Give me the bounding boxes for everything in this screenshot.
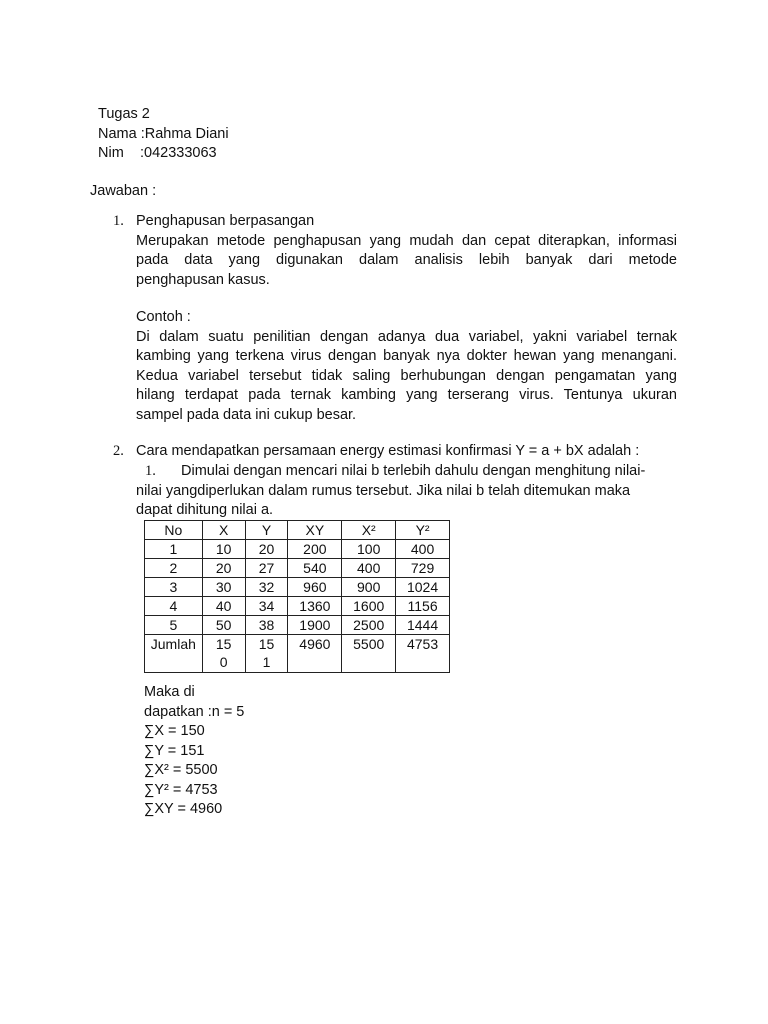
table-cell: 1444 — [396, 616, 450, 635]
table-total-cell: 5500 — [342, 635, 396, 673]
table-cell: 20 — [202, 559, 245, 578]
example-last: sampel pada data ini cukup besar. — [136, 406, 357, 423]
table-cell: 1 — [145, 540, 203, 559]
table-cell: 1024 — [396, 578, 450, 597]
nim-label: Nim — [98, 145, 124, 161]
table-cell: 1900 — [288, 616, 342, 635]
table-total-cell: 4960 — [288, 635, 342, 673]
table-cell: 1156 — [396, 597, 450, 616]
item2-number: 2. — [113, 443, 124, 459]
data-table — [144, 520, 450, 673]
example-block — [136, 308, 677, 425]
table-cell: 5 — [145, 616, 203, 635]
example-label: Contoh : — [136, 309, 191, 325]
sum-line: ∑X² = 5500 — [144, 762, 218, 778]
student-nim — [98, 144, 229, 164]
results-intro: dapatkan :n = 5 — [144, 703, 245, 720]
table-cell: 1360 — [288, 597, 342, 616]
table-total-row — [145, 635, 450, 673]
table-cell: 100 — [342, 540, 396, 559]
table-cell: 4 — [145, 597, 203, 616]
table-cell: 10 — [202, 540, 245, 559]
table-cell: 400 — [396, 540, 450, 559]
table-header-cell: Y — [245, 521, 288, 540]
table-cell: 2 — [145, 559, 203, 578]
table-cell: 540 — [288, 559, 342, 578]
table-cell: 20 — [245, 540, 288, 559]
item2-sub-line: nilai yangdiperlukan dalam rumus tersebut. Jika nilai b telah ditemukan maka — [136, 483, 631, 499]
item2-sub-first: Dimulai dengan mencari nilai b terlebih dahulu dengan menghitung nilai- — [181, 463, 646, 479]
header-block — [98, 105, 229, 164]
sum-line: ∑X = 150 — [144, 723, 205, 739]
table-total-label: Jumlah — [145, 635, 203, 673]
results-intro: Maka di — [144, 684, 195, 700]
table-header-cell: X — [202, 521, 245, 540]
table-row — [145, 559, 450, 578]
sum-line: ∑XY = 4960 — [144, 801, 223, 817]
table-cell: 400 — [342, 559, 396, 578]
item1-number: 1. — [113, 213, 124, 229]
item1-title: Penghapusan berpasangan — [136, 213, 315, 229]
task-title: Tugas 2 — [98, 106, 150, 122]
table-cell: 30 — [202, 578, 245, 597]
nim-value: :042333063 — [140, 145, 217, 161]
table-cell: 2500 — [342, 616, 396, 635]
table-cell: 729 — [396, 559, 450, 578]
table-cell: 200 — [288, 540, 342, 559]
table-cell: 900 — [342, 578, 396, 597]
table-total-cell: 150 — [202, 635, 245, 673]
table-total-cell: 4753 — [396, 635, 450, 673]
example-line: hilang terdapat pada ternak kambing yang terserang virus. Tentunya ukuran — [136, 387, 677, 403]
table-cell: 38 — [245, 616, 288, 635]
item2-sub-number: 1. — [145, 463, 156, 479]
table-row — [145, 540, 450, 559]
item2-title: Cara mendapatkan persamaan energy estimasi konfirmasi Y = a + bX adalah : — [136, 443, 640, 459]
sum-line: ∑Y² = 4753 — [144, 781, 218, 798]
table-cell: 34 — [245, 597, 288, 616]
answer-label: Jawaban : — [90, 183, 157, 199]
table-header-cell: X² — [342, 521, 396, 540]
item2-sub-line: dapat dihitung nilai a. — [136, 502, 274, 518]
table-header-cell: XY — [288, 521, 342, 540]
table-row — [145, 597, 450, 616]
example-line: kambing yang terkena virus dengan banyak nya dokter hewan yang menangani. — [136, 348, 677, 364]
example-line: Di dalam suatu penilitian dengan adanya dua variabel, yakni variabel ternak — [136, 328, 677, 345]
table-cell: 3 — [145, 578, 203, 597]
table-header-cell: Y² — [396, 521, 450, 540]
student-name: Nama :Rahma Diani — [98, 125, 229, 142]
item1-block — [136, 212, 677, 290]
table-cell: 50 — [202, 616, 245, 635]
results-block — [144, 683, 244, 820]
example-line: Kedua variabel tersebut tidak saling berhubungan dengan pengamatan yang — [136, 367, 677, 384]
table-header-row — [145, 521, 450, 540]
table-cell: 960 — [288, 578, 342, 597]
table-cell: 40 — [202, 597, 245, 616]
table-total-cell: 151 — [245, 635, 288, 673]
table-header-cell: No — [145, 521, 203, 540]
table-cell: 1600 — [342, 597, 396, 616]
table-cell: 27 — [245, 559, 288, 578]
sum-line: ∑Y = 151 — [144, 742, 205, 759]
table-row — [145, 578, 450, 597]
item1-desc-last: penghapusan kasus. — [136, 271, 270, 288]
item1-desc-line: pada data yang digunakan dalam analisis lebih banyak dari metode — [136, 252, 677, 268]
table-row — [145, 616, 450, 635]
table-cell: 32 — [245, 578, 288, 597]
item1-desc-line: Merupakan metode penghapusan yang mudah dan cepat diterapkan, informasi — [136, 232, 677, 249]
